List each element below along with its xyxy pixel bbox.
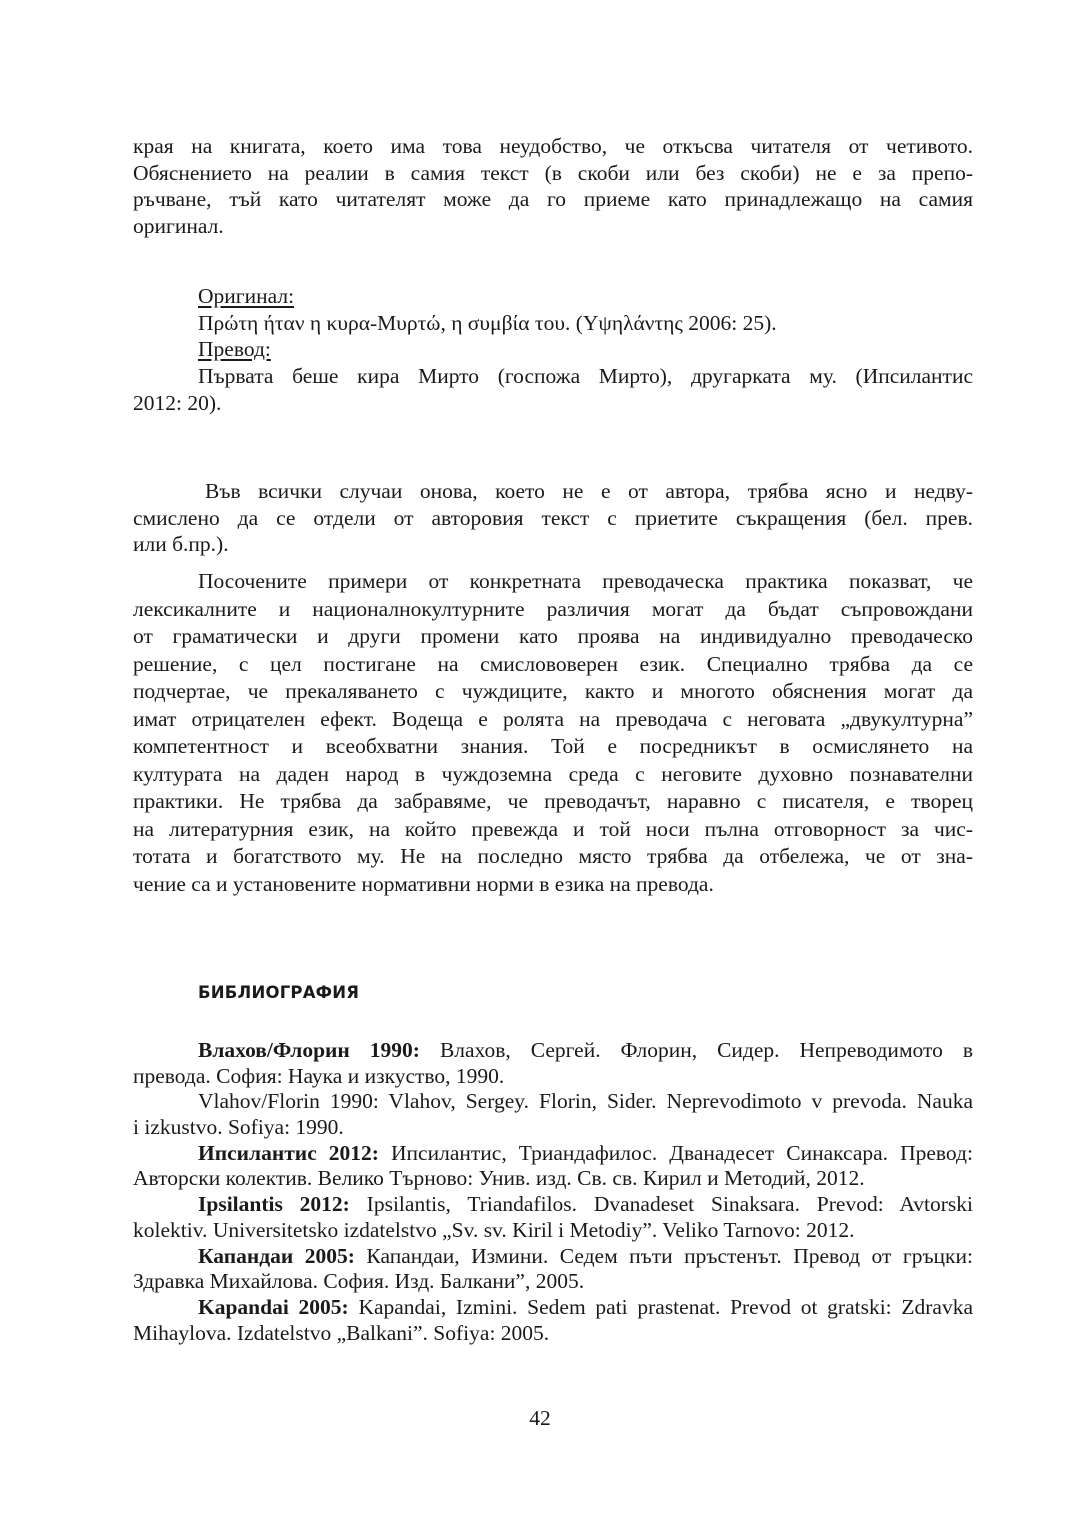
entry-key: Ipsilantis 2012: [198,1192,350,1217]
text-line: ръчване, тъй като читателят може да го приеме като принадлежащо на самия [133,187,973,212]
bibliography-entry [133,1244,973,1295]
entry-text: Vlahov/Florin 1990: Vlahov, Sergey. Florin, Sider. Neprevodimoto v prevoda. Nauka [198,1089,973,1114]
bibliography-list [133,1038,973,1346]
bibliography-entry [133,1038,973,1089]
entry-text: Капандаи, Измини. Седем пъти пръстенът. Превод от гръцки: [354,1243,973,1268]
text-line: Във всички случаи онова, което не е от автора, трябва ясно и недву- [205,479,973,503]
intro-paragraph [133,133,973,240]
entry-text: Здравка Михайлова. София. Изд. Балкани”, 2005. [133,1269,585,1294]
entry-text: Ipsilantis, Triandafilos. Dvanadeset Sinaksara. Prevod: Avtorski [349,1192,973,1217]
translation-line: 2012: 20). [133,390,222,415]
entry-text: Ипсилантис, Триандафилос. Дванадесет Синаксара. Превод: [378,1140,973,1165]
bibliography-heading: БИБЛИОГРАФИЯ [198,983,360,1002]
text-line: имат отрицателен ефект. Водеща е ролята на преводача с неговата „двукултурна” [133,706,973,731]
bibliography-entry [133,1089,973,1140]
page-number: 42 [529,1406,551,1430]
text-line: Обяснението на реалии в самия текст (в скоби или без скоби) не е за препо- [133,160,973,185]
text-line: културата на даден народ в чуждоземна среда с неговите духовно познавателни [133,761,973,786]
example-block [133,283,973,416]
entry-key: Капандаи 2005: [198,1243,355,1268]
entry-key: Kapandai 2005: [198,1294,349,1319]
text-line: смислено да се отдели от авторовия текст с приетите съкращения (бел. прев. [133,505,973,530]
original-label: Оригинал: [198,284,295,308]
bibliography-entry [133,1295,973,1346]
text-line: Посочените примери от конкретната преводаческа практика показват, че [198,569,973,593]
entry-text: Авторски колектив. Велико Търново: Унив. изд. Св. св. Кирил и Методий, 2012. [133,1166,865,1191]
original-text: Πρώτη ήταν η κυρα-Μυρτώ, η συμβία του. (Υψηλάντης 2006: 25). [198,310,777,335]
text-line: практики. Не трябва да забравяме, че преводачът, наравно с писателя, е творец [133,789,973,813]
paragraph-3 [133,568,973,898]
text-line: края на книгата, което има това неудобство, че откъсва читателя от четивото. [133,134,973,158]
entry-text: kolektiv. Universitetsko izdatelstvo „Sv. sv. Kiril i Metodiy”. Veliko Tarnovo: 2012. [133,1217,855,1242]
entry-text: Kapandai, Izmini. Sedem pati prastenat. Prevod ot gratski: Zdravka [348,1294,974,1319]
text-line: лексикалните и националнокултурните различия могат да бъдат съпровождани [133,596,973,621]
entry-key: Ипсилантис 2012: [198,1140,379,1165]
translation-line: Първата беше кира Мирто (госпожа Мирто), другарката му. (Ипсилантис [198,364,973,389]
entry-text: превода. София: Наука и изкуство, 1990. [133,1063,505,1088]
text-line: компетентност и всеобхватни знания. Той е посредникът в осмислянето на [133,734,973,758]
text-line: тотата и богатството му. Не на последно място трябва да отбележа, че от зна- [133,844,973,868]
text-line: или б.пр.). [133,532,229,557]
text-line: от граматически и други промени като проява на индивидуално преводаческо [133,624,973,648]
paragraph-2 [133,478,973,558]
bibliography-entry [133,1192,973,1243]
entry-text: Влахов, Сергей. Флорин, Сидер. Непреводимото в [419,1038,973,1062]
text-line: решение, с цел постигане на смислововерен език. Специално трябва да се [133,651,973,676]
text-line: оригинал. [133,214,224,239]
bibliography-entry [133,1141,973,1192]
text-line: подчертае, че прекаляването с чуждиците, както и многото обяснения могат да [133,679,973,703]
entry-text: Mihaylova. Izdatelstvo „Balkani”. Sofiya: 2005. [133,1320,550,1345]
text-line: чение са и установените нормативни норми в езика на превода. [133,871,714,896]
entry-key: Влахов/Флорин 1990: [198,1038,420,1062]
text-line: на литературния език, на който превежда и той носи пълна отговорност за чис- [133,816,973,841]
translation-label: Превод: [198,337,271,362]
entry-text: i izkustvo. Sofiya: 1990. [133,1115,344,1140]
